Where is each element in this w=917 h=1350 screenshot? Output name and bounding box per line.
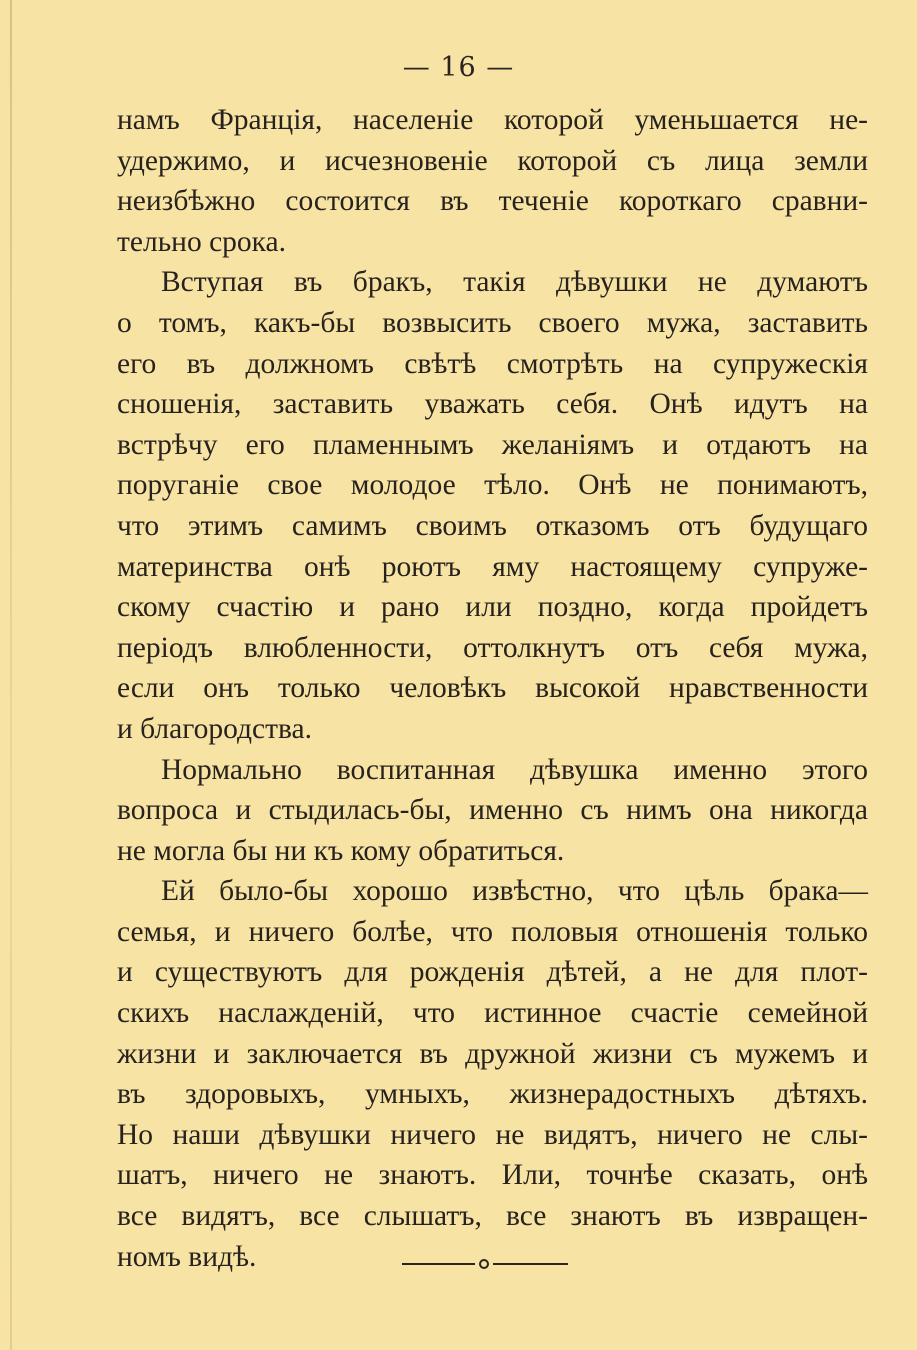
text-line: въ здоровыхъ, умныхъ, жизнерадостныхъ дѣтяхъ. xyxy=(117,1078,868,1111)
text-line: если онъ только человѣкъ высокой нравственности xyxy=(117,672,868,705)
text-line: и благородства. xyxy=(117,712,313,745)
text-line: скому счастію и рано или поздно, когда пройдетъ xyxy=(117,591,868,624)
ornament-rule-right xyxy=(493,1263,568,1265)
text-line: материнства онѣ роютъ яму настоящему супруже- xyxy=(117,550,868,583)
text-line: шатъ, ничего не знаютъ. Или, точнѣе сказать, онѣ xyxy=(117,1159,868,1192)
text-line: Вступая въ бракъ, такія дѣвушки не думаютъ xyxy=(161,266,868,299)
page-edge xyxy=(10,0,12,1350)
text-line: семья, и ничего болѣе, что половыя отношенія только xyxy=(117,915,868,948)
text-line: вопроса и стыдилась-бы, именно съ нимъ она никогда xyxy=(117,794,868,827)
ornament-ring-icon xyxy=(479,1259,489,1269)
text-line: тельно срока. xyxy=(117,225,287,258)
text-line: неизбѣжно состоится въ теченіе короткаго сравни- xyxy=(117,185,868,218)
page-number: — 16 — xyxy=(402,52,515,83)
end-ornament xyxy=(402,1259,568,1269)
body-text xyxy=(117,100,868,1277)
text-line: не могла бы ни къ кому обратиться. xyxy=(117,834,565,867)
text-line: Нормально воспитанная дѣвушка именно этого xyxy=(161,753,868,786)
text-line: жизни и заключается въ дружной жизни съ мужемъ и xyxy=(117,1037,868,1070)
text-line: сношенія, заставить уважать себя. Онѣ идутъ на xyxy=(117,388,868,421)
text-line: номъ видѣ. xyxy=(117,1240,257,1273)
text-line: что этимъ самимъ своимъ отказомъ отъ будущаго xyxy=(117,509,868,542)
text-line: поруганіе свое молодое тѣло. Онѣ не понимаютъ, xyxy=(117,469,868,502)
text-line: о томъ, какъ-бы возвысить своего мужа, заставить xyxy=(117,306,868,339)
text-line: Но наши дѣвушки ничего не видятъ, ничего не слы- xyxy=(117,1118,868,1151)
text-line: и существуютъ для рожденія дѣтей, а не для плот- xyxy=(117,956,868,989)
text-line: встрѣчу его пламеннымъ желаніямъ и отдаютъ на xyxy=(117,428,868,461)
text-line: намъ Франція, населеніе которой уменьшается не- xyxy=(117,104,868,136)
ornament-rule-left xyxy=(402,1263,475,1265)
text-line: все видятъ, все слышатъ, все знаютъ въ извращен- xyxy=(117,1200,868,1233)
text-line: Ей было-бы хорошо извѣстно, что цѣль брака— xyxy=(161,875,868,908)
text-line: періодъ влюбленности, оттолкнутъ отъ себя мужа, xyxy=(117,631,868,664)
text-line: скихъ наслажденій, что истинное счастіе семейной xyxy=(117,997,868,1030)
text-line: его въ должномъ свѣтѣ смотрѣть на супружескія xyxy=(117,347,868,380)
text-line: удержимо, и исчезновеніе которой съ лица земли xyxy=(117,144,868,177)
